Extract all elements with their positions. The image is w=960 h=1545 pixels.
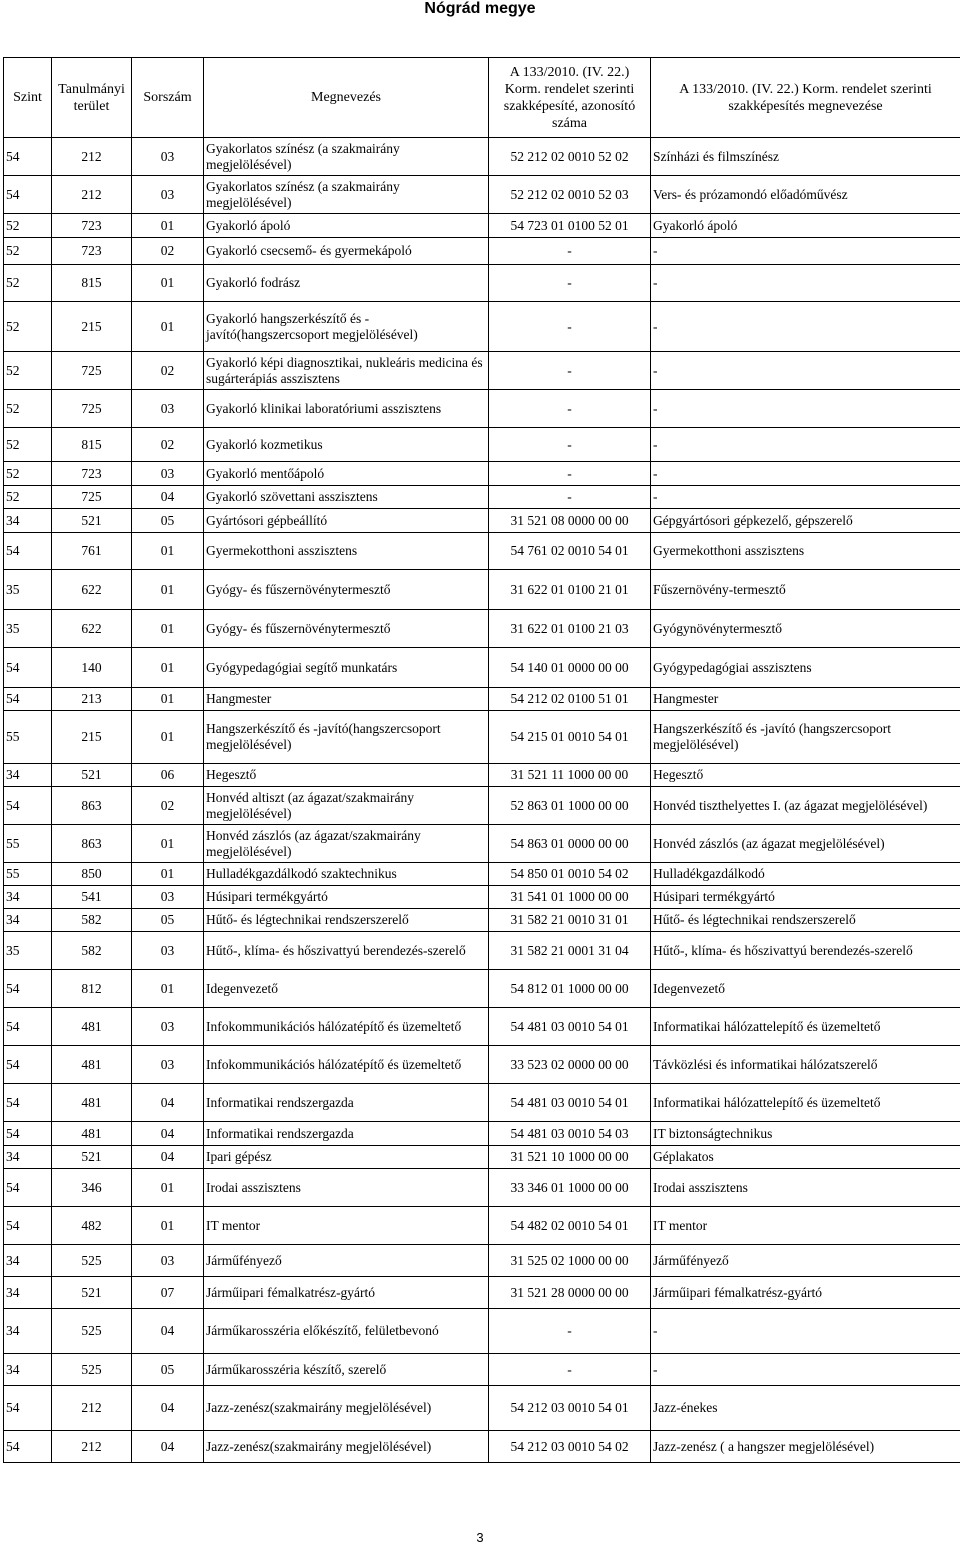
- cell-terulet: 212: [52, 176, 132, 214]
- cell-sorszam: 01: [132, 648, 204, 688]
- header-terulet: Tanulmányi terület: [52, 58, 132, 138]
- cell-szint: 52: [4, 462, 52, 486]
- cell-sorszam: 03: [132, 932, 204, 970]
- cell-szint: 34: [4, 886, 52, 909]
- cell-terulet: 725: [52, 390, 132, 428]
- cell-szint: 34: [4, 1354, 52, 1386]
- cell-szint: 54: [4, 176, 52, 214]
- cell-terulet: 481: [52, 1122, 132, 1146]
- cell-sorszam: 02: [132, 352, 204, 390]
- table-row: [4, 176, 960, 214]
- cell-sorszam: 04: [132, 1084, 204, 1122]
- cell-azonosito: 31 582 21 0001 31 04: [489, 932, 651, 970]
- table-row: [4, 570, 960, 610]
- cell-megnevezes: Gyakorlatos színész (a szakmairány megjelölésével): [204, 176, 489, 214]
- cell-szint: 54: [4, 1122, 52, 1146]
- cell-szakkepesites: Hangszerkészítő és -javító (hangszercsoport megjelölésével): [651, 711, 960, 764]
- cell-terulet: 723: [52, 214, 132, 238]
- cell-szint: 52: [4, 428, 52, 462]
- cell-szint: 54: [4, 970, 52, 1008]
- cell-terulet: 212: [52, 1386, 132, 1431]
- cell-azonosito: 54 481 03 0010 54 03: [489, 1122, 651, 1146]
- cell-szakkepesites: Járműfényező: [651, 1245, 960, 1277]
- cell-szint: 35: [4, 610, 52, 648]
- cell-sorszam: 01: [132, 610, 204, 648]
- cell-terulet: 725: [52, 486, 132, 509]
- cell-terulet: 761: [52, 533, 132, 570]
- cell-szakkepesites: Informatikai hálózattelepítő és üzemeltető: [651, 1008, 960, 1046]
- cell-szakkepesites: Gyógynövénytermesztő: [651, 610, 960, 648]
- table-row: [4, 909, 960, 932]
- cell-azonosito: 54 215 01 0010 54 01: [489, 711, 651, 764]
- table-row: [4, 648, 960, 688]
- cell-azonosito: 31 521 11 1000 00 00: [489, 764, 651, 787]
- cell-azonosito: -: [489, 390, 651, 428]
- cell-megnevezes: Jazz-zenész(szakmairány megjelölésével): [204, 1386, 489, 1431]
- cell-szakkepesites: -: [651, 1309, 960, 1354]
- cell-azonosito: 31 622 01 0100 21 03: [489, 610, 651, 648]
- cell-azonosito: 31 541 01 1000 00 00: [489, 886, 651, 909]
- cell-szint: 34: [4, 509, 52, 533]
- cell-sorszam: 05: [132, 509, 204, 533]
- cell-megnevezes: Hűtő-, klíma- és hőszivattyú berendezés-szerelő: [204, 932, 489, 970]
- cell-megnevezes: Gyártósori gépbeállító: [204, 509, 489, 533]
- cell-terulet: 212: [52, 1431, 132, 1463]
- cell-terulet: 850: [52, 863, 132, 886]
- cell-szint: 52: [4, 352, 52, 390]
- cell-szint: 54: [4, 1008, 52, 1046]
- cell-szakkepesites: Járműipari fémalkatrész-gyártó: [651, 1277, 960, 1309]
- cell-szakkepesites: Hűtő-, klíma- és hőszivattyú berendezés-szerelő: [651, 932, 960, 970]
- cell-sorszam: 01: [132, 970, 204, 1008]
- cell-szakkepesites: Húsipari termékgyártó: [651, 886, 960, 909]
- table-row: [4, 462, 960, 486]
- table-row: [4, 787, 960, 825]
- cell-megnevezes: Gyermekotthoni asszisztens: [204, 533, 489, 570]
- cell-terulet: 521: [52, 764, 132, 787]
- table-row: [4, 764, 960, 787]
- table-row: [4, 302, 960, 352]
- cell-szint: 54: [4, 533, 52, 570]
- cell-megnevezes: Gyógy- és fűszernövénytermesztő: [204, 570, 489, 610]
- cell-sorszam: 01: [132, 265, 204, 302]
- cell-szint: 54: [4, 1084, 52, 1122]
- cell-sorszam: 01: [132, 688, 204, 711]
- table-row: [4, 509, 960, 533]
- cell-szint: 55: [4, 863, 52, 886]
- table-row: [4, 1122, 960, 1146]
- header-szint: Szint: [4, 58, 52, 138]
- cell-azonosito: -: [489, 1354, 651, 1386]
- cell-sorszam: 03: [132, 462, 204, 486]
- cell-sorszam: 04: [132, 1309, 204, 1354]
- table-row: [4, 1386, 960, 1431]
- cell-megnevezes: IT mentor: [204, 1207, 489, 1245]
- cell-terulet: 812: [52, 970, 132, 1008]
- header-azonosito: A 133/2010. (IV. 22.) Korm. rendelet szerinti szakképesíté, azonosító száma: [489, 58, 651, 138]
- table-row: [4, 352, 960, 390]
- cell-sorszam: 02: [132, 428, 204, 462]
- table-header-row: [4, 58, 960, 138]
- cell-szint: 34: [4, 764, 52, 787]
- cell-azonosito: -: [489, 302, 651, 352]
- cell-sorszam: 03: [132, 1008, 204, 1046]
- table-row: [4, 1008, 960, 1046]
- cell-szakkepesites: Jazz-énekes: [651, 1386, 960, 1431]
- cell-azonosito: -: [489, 486, 651, 509]
- cell-sorszam: 04: [132, 486, 204, 509]
- cell-szakkepesites: Géplakatos: [651, 1146, 960, 1169]
- cell-megnevezes: Honvéd altiszt (az ágazat/szakmairány megjelölésével): [204, 787, 489, 825]
- cell-szint: 54: [4, 1386, 52, 1431]
- cell-terulet: 140: [52, 648, 132, 688]
- cell-megnevezes: Ipari gépész: [204, 1146, 489, 1169]
- cell-sorszam: 07: [132, 1277, 204, 1309]
- cell-szint: 54: [4, 138, 52, 176]
- cell-sorszam: 02: [132, 238, 204, 265]
- cell-szakkepesites: -: [651, 265, 960, 302]
- table-row: [4, 428, 960, 462]
- cell-szint: 52: [4, 302, 52, 352]
- cell-szint: 52: [4, 214, 52, 238]
- cell-szakkepesites: Hangmester: [651, 688, 960, 711]
- cell-szint: 54: [4, 1046, 52, 1084]
- cell-megnevezes: Járműfényező: [204, 1245, 489, 1277]
- cell-szint: 52: [4, 390, 52, 428]
- cell-szakkepesites: -: [651, 238, 960, 265]
- cell-szint: 34: [4, 1245, 52, 1277]
- cell-terulet: 482: [52, 1207, 132, 1245]
- table-row: [4, 1084, 960, 1122]
- cell-megnevezes: Informatikai rendszergazda: [204, 1122, 489, 1146]
- cell-sorszam: 04: [132, 1431, 204, 1463]
- cell-sorszam: 01: [132, 711, 204, 764]
- cell-szakkepesites: Gyermekotthoni asszisztens: [651, 533, 960, 570]
- cell-szakkepesites: Honvéd zászlós (az ágazat megjelölésével): [651, 825, 960, 863]
- cell-azonosito: 52 212 02 0010 52 02: [489, 138, 651, 176]
- cell-szakkepesites: Jazz-zenész ( a hangszer megjelölésével): [651, 1431, 960, 1463]
- cell-terulet: 521: [52, 509, 132, 533]
- cell-sorszam: 01: [132, 533, 204, 570]
- cell-szint: 54: [4, 688, 52, 711]
- cell-szakkepesites: Hűtő- és légtechnikai rendszerszerelő: [651, 909, 960, 932]
- cell-szint: 35: [4, 932, 52, 970]
- cell-azonosito: 54 212 03 0010 54 02: [489, 1431, 651, 1463]
- table-row: [4, 486, 960, 509]
- cell-terulet: 541: [52, 886, 132, 909]
- cell-azonosito: 54 482 02 0010 54 01: [489, 1207, 651, 1245]
- cell-azonosito: 33 523 02 0000 00 00: [489, 1046, 651, 1084]
- cell-szakkepesites: IT mentor: [651, 1207, 960, 1245]
- table-row: [4, 711, 960, 764]
- cell-terulet: 481: [52, 1084, 132, 1122]
- cell-sorszam: 05: [132, 909, 204, 932]
- cell-sorszam: 01: [132, 570, 204, 610]
- cell-terulet: 815: [52, 428, 132, 462]
- cell-megnevezes: Hűtő- és légtechnikai rendszerszerelő: [204, 909, 489, 932]
- cell-terulet: 582: [52, 932, 132, 970]
- cell-megnevezes: Gyakorló csecsemő- és gyermekápoló: [204, 238, 489, 265]
- header-megnevezes: Megnevezés: [204, 58, 489, 138]
- cell-azonosito: 54 212 02 0100 51 01: [489, 688, 651, 711]
- table-row: [4, 970, 960, 1008]
- cell-azonosito: 31 521 10 1000 00 00: [489, 1146, 651, 1169]
- cell-terulet: 863: [52, 825, 132, 863]
- cell-megnevezes: Infokommunikációs hálózatépítő és üzemeltető: [204, 1008, 489, 1046]
- table-row: [4, 1277, 960, 1309]
- cell-megnevezes: Gyakorló kozmetikus: [204, 428, 489, 462]
- table-row: [4, 1354, 960, 1386]
- cell-sorszam: 01: [132, 1207, 204, 1245]
- cell-terulet: 525: [52, 1309, 132, 1354]
- cell-sorszam: 06: [132, 764, 204, 787]
- cell-megnevezes: Gyakorló fodrász: [204, 265, 489, 302]
- cell-megnevezes: Hegesztő: [204, 764, 489, 787]
- table-row: [4, 1146, 960, 1169]
- cell-sorszam: 05: [132, 1354, 204, 1386]
- cell-szakkepesites: Hegesztő: [651, 764, 960, 787]
- cell-azonosito: 31 622 01 0100 21 01: [489, 570, 651, 610]
- cell-azonosito: 31 525 02 1000 00 00: [489, 1245, 651, 1277]
- table-row: [4, 390, 960, 428]
- table-row: [4, 932, 960, 970]
- cell-azonosito: 54 212 03 0010 54 01: [489, 1386, 651, 1431]
- header-szakkepesites: A 133/2010. (IV. 22.) Korm. rendelet szerinti szakképesítés megnevezése: [651, 58, 960, 138]
- cell-azonosito: 31 582 21 0010 31 01: [489, 909, 651, 932]
- table-body: [4, 138, 960, 1463]
- cell-sorszam: 04: [132, 1146, 204, 1169]
- cell-szint: 34: [4, 1309, 52, 1354]
- cell-szint: 54: [4, 1169, 52, 1207]
- cell-azonosito: -: [489, 428, 651, 462]
- cell-megnevezes: Idegenvezető: [204, 970, 489, 1008]
- cell-azonosito: 54 812 01 1000 00 00: [489, 970, 651, 1008]
- table-row: [4, 138, 960, 176]
- cell-megnevezes: Gyakorló szövettani asszisztens: [204, 486, 489, 509]
- cell-szakkepesites: -: [651, 486, 960, 509]
- cell-szakkepesites: -: [651, 390, 960, 428]
- cell-szakkepesites: Fűszernövény-termesztő: [651, 570, 960, 610]
- cell-terulet: 213: [52, 688, 132, 711]
- table-row: [4, 238, 960, 265]
- cell-szint: 55: [4, 825, 52, 863]
- cell-azonosito: -: [489, 352, 651, 390]
- cell-terulet: 215: [52, 302, 132, 352]
- cell-sorszam: 03: [132, 1245, 204, 1277]
- table-row: [4, 1046, 960, 1084]
- cell-szint: 54: [4, 1431, 52, 1463]
- cell-terulet: 525: [52, 1354, 132, 1386]
- table-row: [4, 533, 960, 570]
- table-row: [4, 886, 960, 909]
- cell-terulet: 521: [52, 1146, 132, 1169]
- cell-azonosito: 54 481 03 0010 54 01: [489, 1008, 651, 1046]
- cell-sorszam: 03: [132, 1046, 204, 1084]
- cell-azonosito: 31 521 28 0000 00 00: [489, 1277, 651, 1309]
- cell-terulet: 622: [52, 610, 132, 648]
- cell-megnevezes: Gyógypedagógiai segítő munkatárs: [204, 648, 489, 688]
- cell-szakkepesites: Informatikai hálózattelepítő és üzemeltető: [651, 1084, 960, 1122]
- cell-terulet: 815: [52, 265, 132, 302]
- cell-azonosito: 54 140 01 0000 00 00: [489, 648, 651, 688]
- cell-szint: 52: [4, 486, 52, 509]
- cell-azonosito: 52 863 01 1000 00 00: [489, 787, 651, 825]
- cell-terulet: 521: [52, 1277, 132, 1309]
- cell-szakkepesites: Hulladékgazdálkodó: [651, 863, 960, 886]
- cell-megnevezes: Honvéd zászlós (az ágazat/szakmairány megjelölésével): [204, 825, 489, 863]
- cell-azonosito: 54 850 01 0010 54 02: [489, 863, 651, 886]
- table-row: [4, 265, 960, 302]
- cell-azonosito: 54 481 03 0010 54 01: [489, 1084, 651, 1122]
- cell-szakkepesites: -: [651, 302, 960, 352]
- cell-azonosito: -: [489, 1309, 651, 1354]
- cell-terulet: 346: [52, 1169, 132, 1207]
- cell-sorszam: 03: [132, 176, 204, 214]
- cell-megnevezes: Gyakorló hangszerkészítő és -javító(hangszercsoport megjelölésével): [204, 302, 489, 352]
- cell-szint: 52: [4, 265, 52, 302]
- cell-szakkepesites: Gépgyártósori gépkezelő, gépszerelő: [651, 509, 960, 533]
- cell-szakkepesites: -: [651, 1354, 960, 1386]
- cell-megnevezes: Infokommunikációs hálózatépítő és üzemeltető: [204, 1046, 489, 1084]
- cell-megnevezes: Hangszerkészítő és -javító(hangszercsoport megjelölésével): [204, 711, 489, 764]
- cell-szakkepesites: Honvéd tiszthelyettes I. (az ágazat megjelölésével): [651, 787, 960, 825]
- cell-szint: 54: [4, 648, 52, 688]
- cell-azonosito: -: [489, 238, 651, 265]
- cell-szakkepesites: Vers- és prózamondó előadóművész: [651, 176, 960, 214]
- cell-szint: 52: [4, 238, 52, 265]
- cell-szint: 34: [4, 1146, 52, 1169]
- cell-szint: 34: [4, 1277, 52, 1309]
- table-row: [4, 1309, 960, 1354]
- cell-terulet: 863: [52, 787, 132, 825]
- cell-azonosito: 52 212 02 0010 52 03: [489, 176, 651, 214]
- cell-terulet: 725: [52, 352, 132, 390]
- cell-megnevezes: Gyógy- és fűszernövénytermesztő: [204, 610, 489, 648]
- cell-sorszam: 04: [132, 1122, 204, 1146]
- cell-sorszam: 01: [132, 863, 204, 886]
- cell-azonosito: 54 863 01 0000 00 00: [489, 825, 651, 863]
- cell-azonosito: 33 346 01 1000 00 00: [489, 1169, 651, 1207]
- cell-szakkepesites: IT biztonságtechnikus: [651, 1122, 960, 1146]
- cell-szakkepesites: Távközlési és informatikai hálózatszerelő: [651, 1046, 960, 1084]
- cell-sorszam: 03: [132, 390, 204, 428]
- cell-megnevezes: Hulladékgazdálkodó szaktechnikus: [204, 863, 489, 886]
- cell-terulet: 723: [52, 238, 132, 265]
- cell-megnevezes: Jazz-zenész(szakmairány megjelölésével): [204, 1431, 489, 1463]
- cell-megnevezes: Járműkarosszéria előkészítő, felületbevonó: [204, 1309, 489, 1354]
- cell-szakkepesites: -: [651, 352, 960, 390]
- cell-szint: 54: [4, 787, 52, 825]
- cell-terulet: 723: [52, 462, 132, 486]
- cell-azonosito: 54 761 02 0010 54 01: [489, 533, 651, 570]
- cell-megnevezes: Irodai asszisztens: [204, 1169, 489, 1207]
- cell-sorszam: 01: [132, 214, 204, 238]
- cell-megnevezes: Gyakorló képi diagnosztikai, nukleáris medicina és sugárterápiás asszisztens: [204, 352, 489, 390]
- cell-megnevezes: Gyakorló mentőápoló: [204, 462, 489, 486]
- cell-szakkepesites: -: [651, 428, 960, 462]
- cell-sorszam: 01: [132, 302, 204, 352]
- cell-terulet: 582: [52, 909, 132, 932]
- cell-szakkepesites: Gyakorló ápoló: [651, 214, 960, 238]
- cell-sorszam: 02: [132, 787, 204, 825]
- cell-megnevezes: Hangmester: [204, 688, 489, 711]
- cell-megnevezes: Gyakorlatos színész (a szakmairány megjelölésével): [204, 138, 489, 176]
- cell-terulet: 215: [52, 711, 132, 764]
- header-sorszam: Sorszám: [132, 58, 204, 138]
- cell-szakkepesites: Gyógypedagógiai asszisztens: [651, 648, 960, 688]
- cell-szakkepesites: Irodai asszisztens: [651, 1169, 960, 1207]
- cell-azonosito: 31 521 08 0000 00 00: [489, 509, 651, 533]
- cell-sorszam: 04: [132, 1386, 204, 1431]
- cell-szint: 55: [4, 711, 52, 764]
- table-row: [4, 610, 960, 648]
- qualification-table: [3, 57, 960, 1463]
- cell-terulet: 525: [52, 1245, 132, 1277]
- cell-szakkepesites: -: [651, 462, 960, 486]
- cell-terulet: 622: [52, 570, 132, 610]
- table-row: [4, 863, 960, 886]
- cell-terulet: 481: [52, 1008, 132, 1046]
- cell-szint: 54: [4, 1207, 52, 1245]
- cell-szint: 35: [4, 570, 52, 610]
- table-row: [4, 1169, 960, 1207]
- page-title: Nógrád megye: [424, 0, 536, 17]
- cell-sorszam: 01: [132, 1169, 204, 1207]
- cell-szakkepesites: Színházi és filmszínész: [651, 138, 960, 176]
- cell-azonosito: -: [489, 462, 651, 486]
- table-row: [4, 214, 960, 238]
- cell-azonosito: 54 723 01 0100 52 01: [489, 214, 651, 238]
- cell-terulet: 212: [52, 138, 132, 176]
- table-row: [4, 1431, 960, 1463]
- table-row: [4, 688, 960, 711]
- cell-megnevezes: Gyakorló ápoló: [204, 214, 489, 238]
- cell-megnevezes: Járműipari fémalkatrész-gyártó: [204, 1277, 489, 1309]
- table-row: [4, 1245, 960, 1277]
- cell-sorszam: 03: [132, 886, 204, 909]
- cell-szint: 34: [4, 909, 52, 932]
- cell-megnevezes: Gyakorló klinikai laboratóriumi asszisztens: [204, 390, 489, 428]
- table-row: [4, 825, 960, 863]
- cell-azonosito: -: [489, 265, 651, 302]
- cell-megnevezes: Járműkarosszéria készítő, szerelő: [204, 1354, 489, 1386]
- cell-terulet: 481: [52, 1046, 132, 1084]
- cell-sorszam: 01: [132, 825, 204, 863]
- cell-megnevezes: Informatikai rendszergazda: [204, 1084, 489, 1122]
- cell-szakkepesites: Idegenvezető: [651, 970, 960, 1008]
- cell-megnevezes: Húsipari termékgyártó: [204, 886, 489, 909]
- cell-sorszam: 03: [132, 138, 204, 176]
- table-row: [4, 1207, 960, 1245]
- page-number: 3: [476, 1530, 484, 1545]
